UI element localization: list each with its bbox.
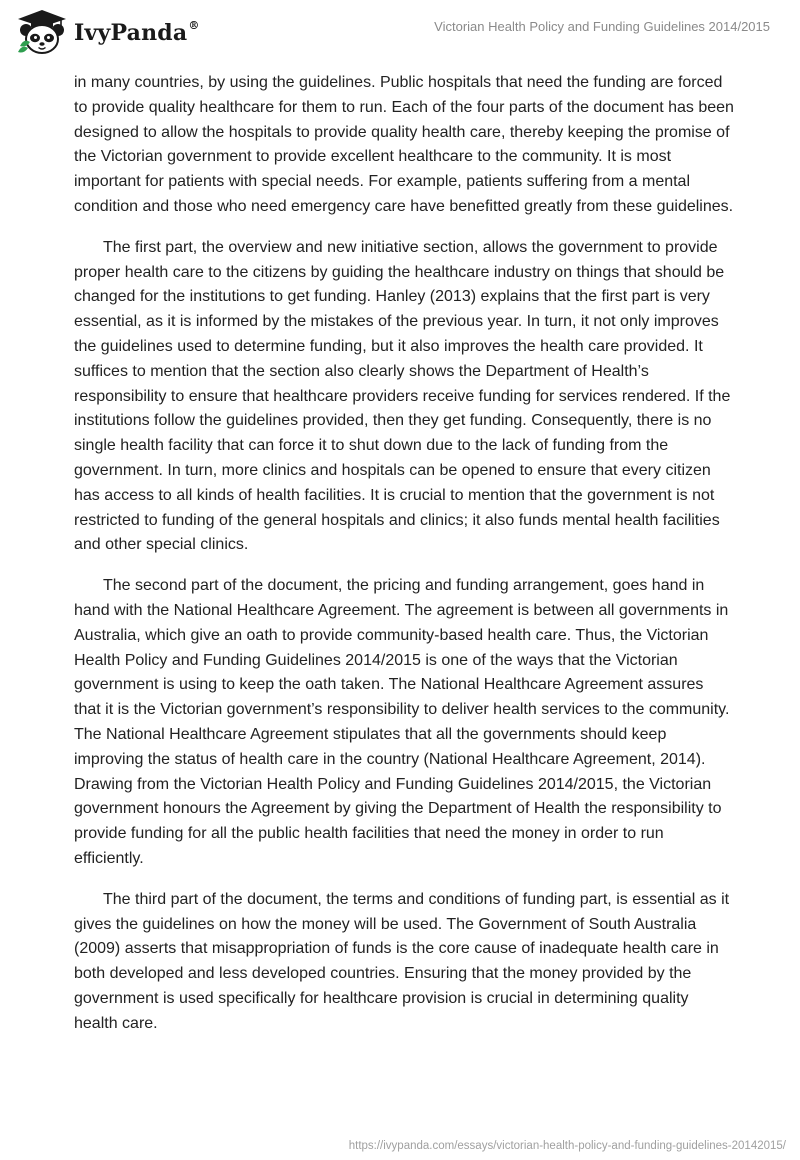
logo-text: IvyPanda® <box>74 18 200 46</box>
paragraph: The first part, the overview and new initiative section, allows the government to provide proper health care to the citizens by guiding the healthcare industry on things that should be changed for the institutions to get funding. Hanley (2013) explains that the first part is very essential, as it is informed by the mistakes of the previous year. In turn, it not only improves the guidelines used to determine funding, but it also improves the health care provided. It suffices to mention that the section also clearly shows the Department of Health’s responsibility to ensure that healthcare providers receive funding for services rendered. If the institutions follow the guidelines provided, then they get funding. Consequently, there is no single health facility that can force it to shut down due to the lack of funding from the government. In turn, more clinics and hospitals can be opened to ensure that every citizen has access to all kinds of health facilities. It is crucial to mention that the government is not restricted to funding of the general hospitals and clinics; it also funds mental health facilities and other special clinics. <box>74 238 731 554</box>
source-url-link[interactable]: https://ivypanda.com/essays/victorian-health-policy-and-funding-guidelines-20142015/ <box>348 1140 786 1152</box>
essay-body <box>74 71 734 1052</box>
panda-graduate-icon <box>14 8 70 56</box>
paragraph: The second part of the document, the pricing and funding arrangement, goes hand in hand with the National Healthcare Agreement. The agreement is between all governments in Australia, which give an oath to provide community-based health care. Thus, the Victorian Health Policy and Funding Guidelines 2014/2015 is one of the ways that the Victorian government is using to keep the oath taken. The National Healthcare Agreement assures that it is the Victorian government’s responsibility to deliver health services to the community. The National Healthcare Agreement stipulates that all the governments should keep improving the status of health care in the country (National Healthcare Agreement, 2014). Drawing from the Victorian Health Policy and Funding Guidelines 2014/2015, the Victorian government honours the Agreement by giving the Department of Health the responsibility to provide funding for all the public health facilities that need the money in order to run efficiently. <box>74 577 730 867</box>
page-header <box>0 0 800 62</box>
document-title: Victorian Health Policy and Funding Guidelines 2014/2015 <box>434 19 770 34</box>
paragraph: The third part of the document, the terms and conditions of funding part, is essential as it gives the guidelines on how the money will be used. The Government of South Australia (2009) asserts that misappropriation of funds is the core cause of inadequate health care in both developed and less developed countries. Ensuring that the money provided by the government is used specifically for healthcare provision is crucial in determining quality health care. <box>74 890 730 1032</box>
ivypanda-logo[interactable] <box>14 8 200 56</box>
paragraph: in many countries, by using the guidelines. Public hospitals that need the funding are forced to provide quality healthcare for them to run. Each of the four parts of the document has been designed to allow the hospitals to provide quality health care, thereby keeping the promise of the Victorian government to provide excellent healthcare to the community. It is most important for patients with special needs. For example, patients suffering from a mental condition and those who need emergency care have benefitted greatly from these guidelines. <box>74 74 734 215</box>
